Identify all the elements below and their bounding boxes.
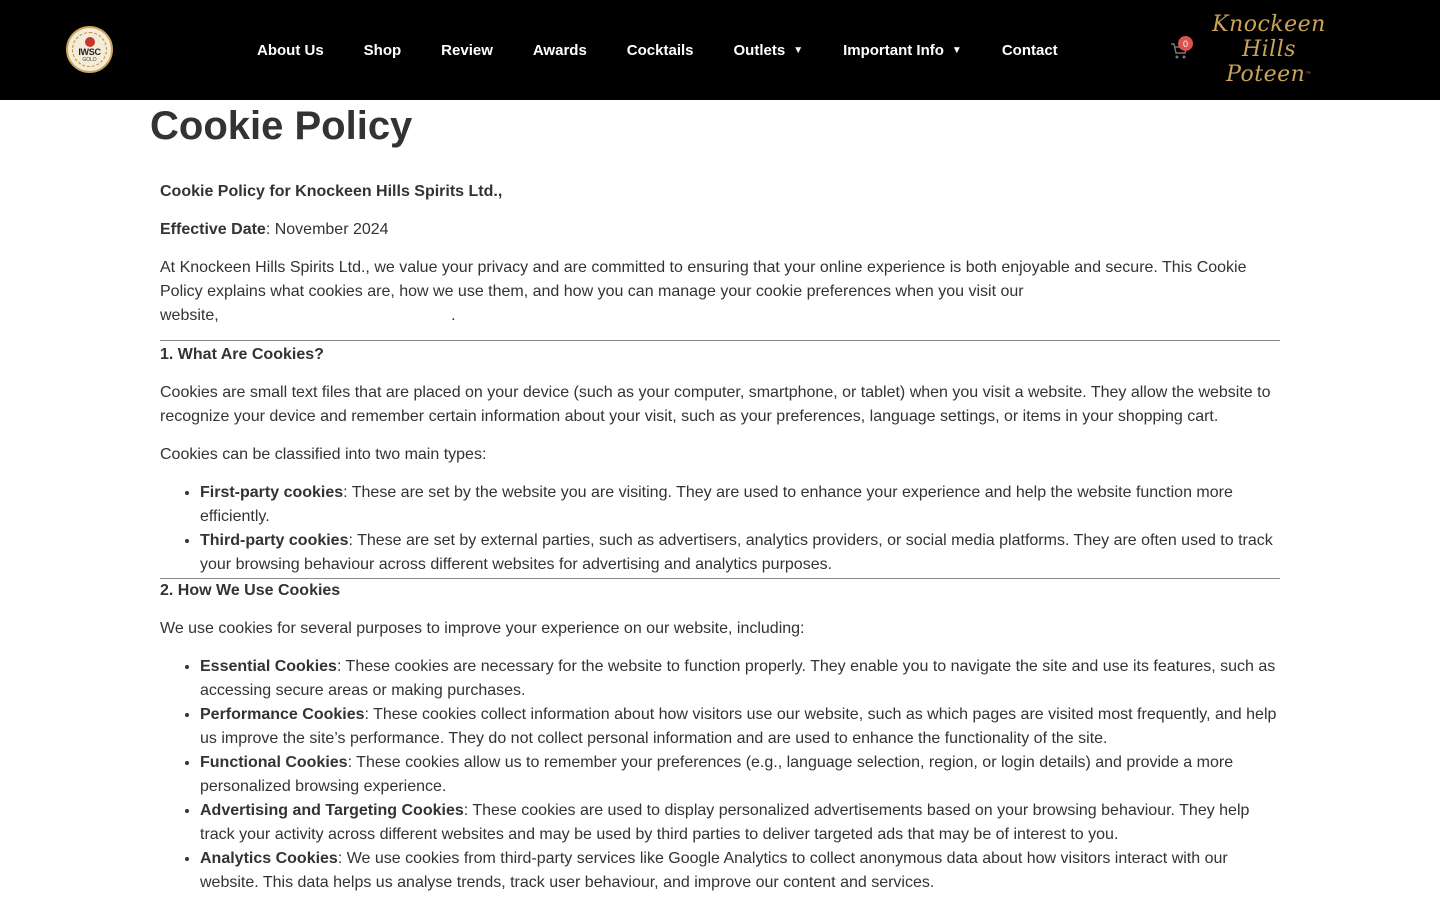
list-item-term: Essential Cookies bbox=[200, 658, 337, 675]
list-item bbox=[200, 799, 1280, 847]
nav-outlets[interactable] bbox=[714, 42, 824, 59]
nav-label: Shop bbox=[363, 41, 402, 59]
nav-label: Contact bbox=[1001, 41, 1058, 59]
section-paragraph: We use cookies for several purposes to improve your experience on our website, including: bbox=[160, 620, 805, 637]
nav-label: Review bbox=[441, 41, 493, 59]
section-heading: 2. How We Use Cookies bbox=[160, 582, 341, 599]
list-item-text: : These are set by external parties, such as advertisers, analytics providers, or social media platforms. They are often used to track your browsing behaviour across different websites for advertising and analytics purposes. bbox=[200, 532, 1273, 573]
brand-logo[interactable] bbox=[1210, 12, 1328, 88]
list-item-text: : These cookies allow us to remember your preferences (e.g., language selection, region, or login details) and provide a more personalized browsing experience. bbox=[200, 754, 1234, 795]
intro-title-text: Cookie Policy for Knockeen Hills Spirits Ltd., bbox=[160, 183, 503, 200]
caret-down-icon: ▼ bbox=[951, 44, 962, 56]
nav-label: About Us bbox=[257, 41, 324, 59]
logo-line-2: Hills bbox=[1241, 37, 1297, 62]
nav-shop[interactable] bbox=[344, 42, 422, 59]
nav-label: Important Info bbox=[843, 41, 944, 59]
logo-line-3-text: Poteen bbox=[1226, 62, 1306, 87]
effective-date-value: : November 2024 bbox=[265, 221, 389, 238]
nav-important-info[interactable] bbox=[823, 42, 982, 59]
list-item-text: : These are set by the website you are visiting. They are used to enhance your experience and help the website function more efficiently. bbox=[200, 484, 1233, 525]
list-item-text: : These cookies collect information about how visitors use our website, such as which pages are visited most frequently, and help us improve the site’s performance. They do not collect personal information and are used to enhance the functionality of the site. bbox=[200, 706, 1277, 747]
list-item bbox=[200, 655, 1280, 703]
list-item bbox=[200, 529, 1280, 577]
effective-date bbox=[160, 218, 1280, 242]
list-item-term: Analytics Cookies bbox=[200, 850, 338, 867]
intro-paragraph bbox=[160, 256, 1280, 328]
trademark: ™ bbox=[1305, 71, 1312, 78]
list-item-term: First-party cookies bbox=[200, 484, 344, 501]
cookie-uses-list bbox=[160, 655, 1280, 895]
list-item bbox=[200, 751, 1280, 799]
page-title: Cookie Policy bbox=[150, 104, 413, 148]
list-item bbox=[200, 847, 1280, 895]
website-suffix: . bbox=[451, 307, 456, 324]
cookie-types-list bbox=[160, 481, 1280, 577]
list-item bbox=[200, 481, 1280, 529]
nav-contact[interactable] bbox=[982, 42, 1078, 59]
caret-down-icon: ▼ bbox=[793, 44, 804, 56]
site-header bbox=[0, 0, 1440, 100]
intro-title bbox=[160, 180, 1280, 204]
list-item-term: Functional Cookies bbox=[200, 754, 348, 771]
section-heading: 1. What Are Cookies? bbox=[160, 346, 324, 363]
section-paragraph: Cookies can be classified into two main types: bbox=[160, 446, 487, 463]
list-item-text: : These cookies are used to display personalized advertisements based on your browsing behaviour. They help track your activity across different websites and may be used by third parties to deliver targeted ads that may be of interest to you. bbox=[200, 802, 1250, 843]
list-item-text: : These cookies are necessary for the website to function properly. They enable you to navigate the site and use its features, such as accessing secure areas or making purchases. bbox=[200, 658, 1276, 699]
nav-label: Cocktails bbox=[626, 41, 694, 59]
nav-label: Outlets bbox=[733, 41, 786, 59]
main-nav bbox=[237, 0, 1078, 100]
list-item-term: Performance Cookies bbox=[200, 706, 365, 723]
list-item-term: Third-party cookies bbox=[200, 532, 349, 549]
list-item-text: : We use cookies from third-party services like Google Analytics to collect anonymous data about how visitors interact with our website. This data helps us analyse trends, track user behaviour, and improve our content and services. bbox=[200, 850, 1228, 891]
policy-content bbox=[160, 180, 1280, 895]
section-paragraph: Cookies are small text files that are placed on your device (such as your computer, smartphone, or tablet) when you visit a website. They allow the website to recognize your device and remember certain information about your visit, such as your preferences, language settings, or items in your shopping cart. bbox=[160, 384, 1271, 425]
cart-count-badge: 0 bbox=[1178, 36, 1193, 51]
logo-line-1: Knockeen bbox=[1212, 12, 1326, 37]
logo-line-3 bbox=[1210, 62, 1328, 87]
intro-text: At Knockeen Hills Spirits Ltd., we value your privacy and are committed to ensuring that your online experience is both enjoyable and secure. This Cookie Policy explains what cookies are, how we use them, and how you can manage your cookie preferences when you visit our bbox=[160, 259, 1247, 300]
nav-cocktails[interactable] bbox=[607, 42, 714, 59]
list-item-term: Advertising and Targeting Cookies bbox=[200, 802, 464, 819]
nav-label: Awards bbox=[532, 41, 587, 59]
nav-about-us[interactable] bbox=[237, 42, 344, 59]
nav-review[interactable] bbox=[421, 42, 513, 59]
award-badge-logo[interactable] bbox=[66, 26, 113, 73]
website-prefix: website, bbox=[160, 307, 219, 324]
effective-date-label: Effective Date bbox=[160, 221, 266, 238]
divider bbox=[160, 340, 1280, 341]
badge-sub: GOLD bbox=[82, 56, 97, 63]
badge-text: IWSC bbox=[78, 46, 101, 57]
badge-ring bbox=[72, 32, 107, 67]
nav-awards[interactable] bbox=[513, 42, 607, 59]
list-item bbox=[200, 703, 1280, 751]
